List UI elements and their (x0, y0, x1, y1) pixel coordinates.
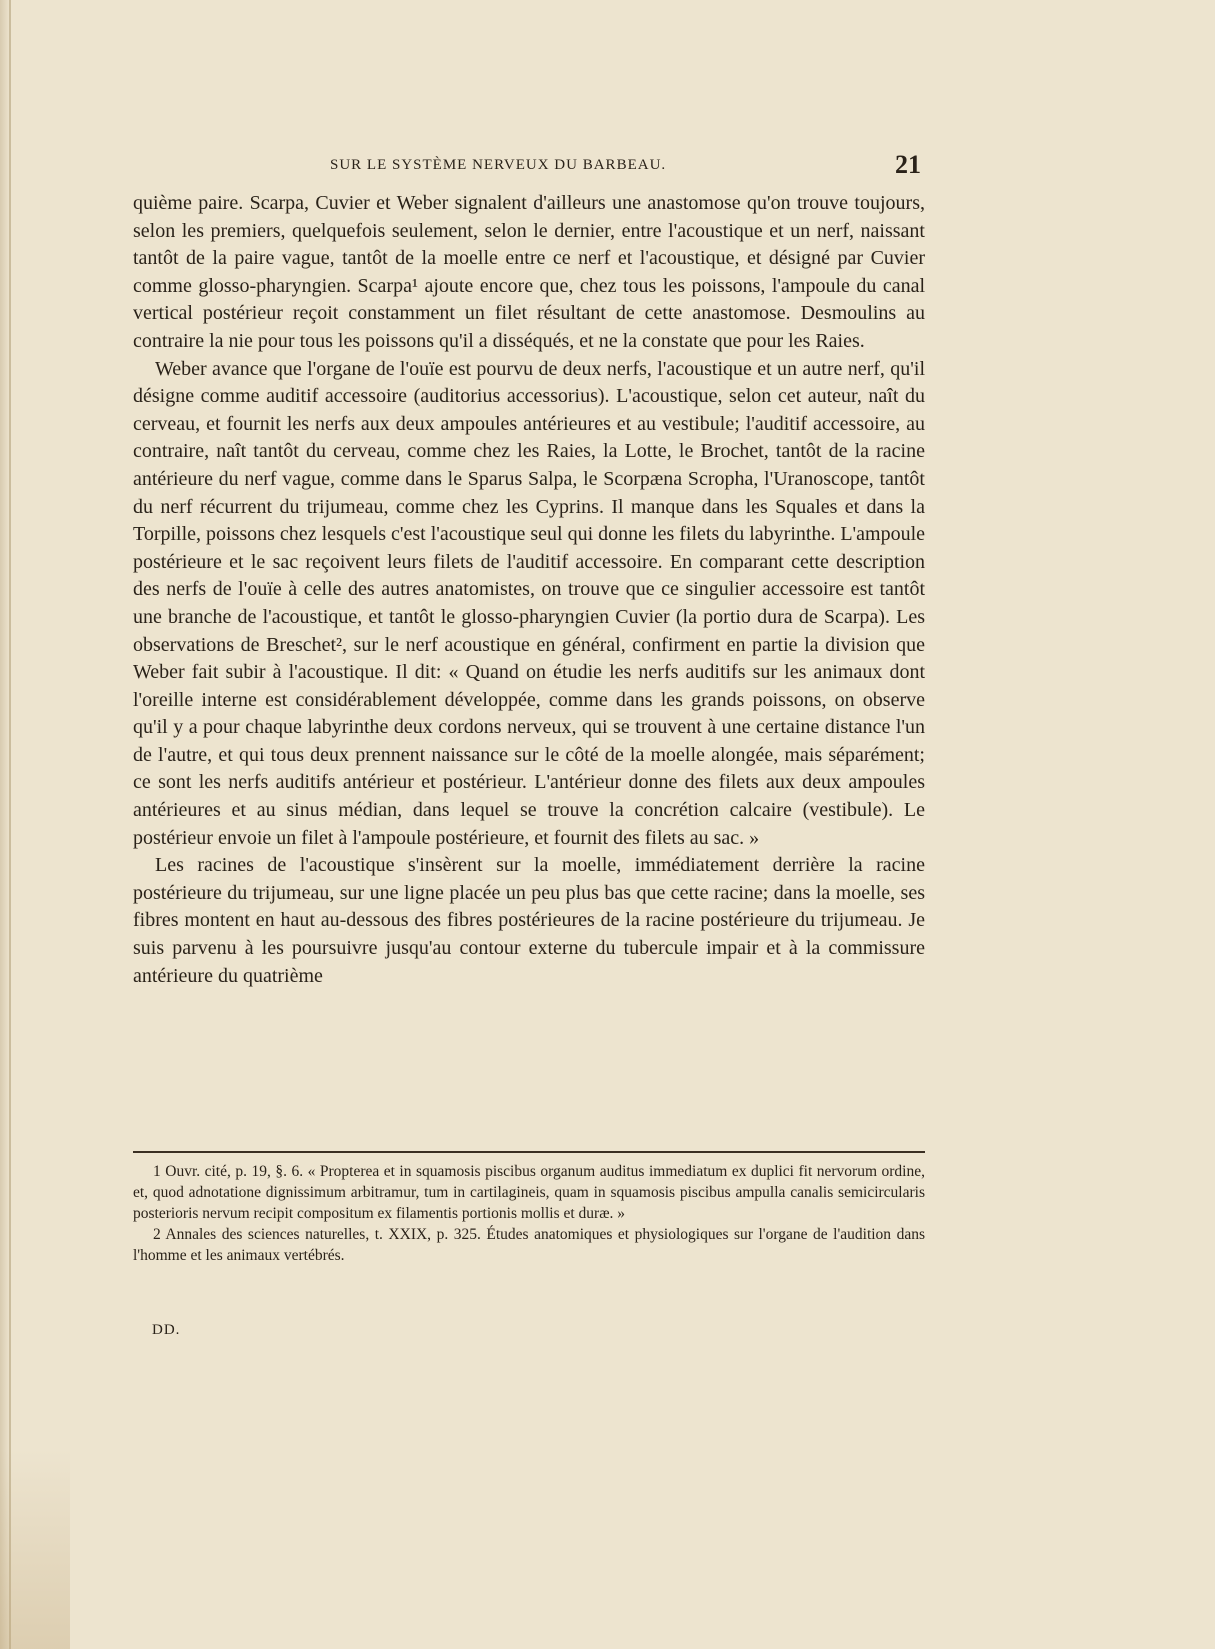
page-number: 21 (895, 150, 921, 179)
signature-mark: DD. (152, 1322, 181, 1338)
footnote-1: 1 Ouvr. cité, p. 19, §. 6. « Propterea et in squamosis piscibus organum auditus immediatum ex duplici fit nervorum ordine, et, quod adnotatione dignissimum arbitramur, tum in cartilagineis, quam in squamosis piscibus ampulla canalis semicircularis posterioris nervum recipit compositum ex filamentis portionis mollis et duræ. » (133, 1163, 925, 1222)
paragraph-1: quième paire. Scarpa, Cuvier et Weber signalent d'ailleurs une anastomose qu'on trouve toujours, selon les premiers, quelquefois seulement, selon le dernier, entre l'acoustique et un nerf, naissant tantôt de la paire vague, tantôt de la moelle entre ce nerf et l'acoustique, et désigné par Cuvier comme glosso-pharyngien. Scarpa¹ ajoute encore que, chez tous les poissons, l'ampoule du canal vertical postérieur reçoit constamment un filet résultant de cette anastomose. Desmoulins au contraire la nie pour tous les poissons qu'il a disséqués, et ne la constate que pour les Raies. (133, 192, 925, 352)
paragraph-3: Les racines de l'acoustique s'insèrent sur la moelle, immédiatement derrière la racine postérieure du trijumeau, sur une ligne placée un peu plus bas que cette racine; dans la moelle, ses fibres montent en haut au-dessous des fibres postérieures de la racine postérieure du trijumeau. Je suis parvenu à les poursuivre jusqu'au contour externe du tubercule impair et à la commissure antérieure du quatrième (133, 854, 925, 987)
paper-stain (0, 1449, 70, 1649)
footnote-2: 2 Annales des sciences naturelles, t. XXIX, p. 325. Études anatomiques et physiologiques sur l'organe de l'audition dans l'homme et les animaux vertébrés. (133, 1226, 925, 1264)
main-text (133, 190, 925, 1120)
footnotes (133, 1161, 925, 1311)
page-header (135, 150, 925, 178)
binding-line (9, 0, 11, 1649)
footnote-rule (133, 1151, 925, 1153)
paragraph-2: Weber avance que l'organe de l'ouïe est pourvu de deux nerfs, l'acoustique et un autre nerf, qu'il désigne comme auditif accessoire (auditorius accessorius). L'acoustique, selon cet auteur, naît du cerveau, et fournit les nerfs aux deux ampoules antérieures et au vestibule; l'auditif accessoire, au contraire, naît tantôt du cerveau, comme chez les Raies, la Lotte, le Brochet, tantôt de la racine antérieure du nerf vague, comme dans le Sparus Salpa, le Scorpæna Scropha, l'Uranoscope, tantôt du nerf récurrent du trijumeau, comme chez les Cyprins. Il manque dans les Squales et dans la Torpille, poissons chez lesquels c'est l'acoustique seul qui donne les filets du labyrinthe. L'ampoule postérieure et le sac reçoivent leurs filets de l'auditif accessoire. En comparant cette description des nerfs de l'ouïe à celle des autres anatomistes, on trouve que ce singulier accessoire est tantôt une branche de l'acoustique, et tantôt le glosso-pharyngien Cuvier (la portio dura de Scarpa). Les observations de Breschet², sur le nerf acoustique en général, confirment en partie la division que Weber fait subir à l'acoustique. Il dit: « Quand on étudie les nerfs auditifs sur les animaux dont l'oreille interne est considérablement développée, comme dans les grands poissons, on observe qu'il y a pour chaque labyrinthe deux cordons nerveux, qui se trouvent à une certaine distance l'un de l'autre, et qui tous deux prennent naissance sur le côté de la moelle alongée, mais séparément; ce sont les nerfs auditifs antérieur et postérieur. L'antérieur donne des filets aux deux ampoules antérieures et au sinus médian, dans lequel se trouve la concrétion calcaire (vestibule). Le postérieur envoie un filet à l'ampoule postérieure, et fournit des filets au sac. » (133, 357, 926, 849)
running-head: SUR LE SYSTÈME NERVEUX DU BARBEAU. (330, 157, 667, 173)
